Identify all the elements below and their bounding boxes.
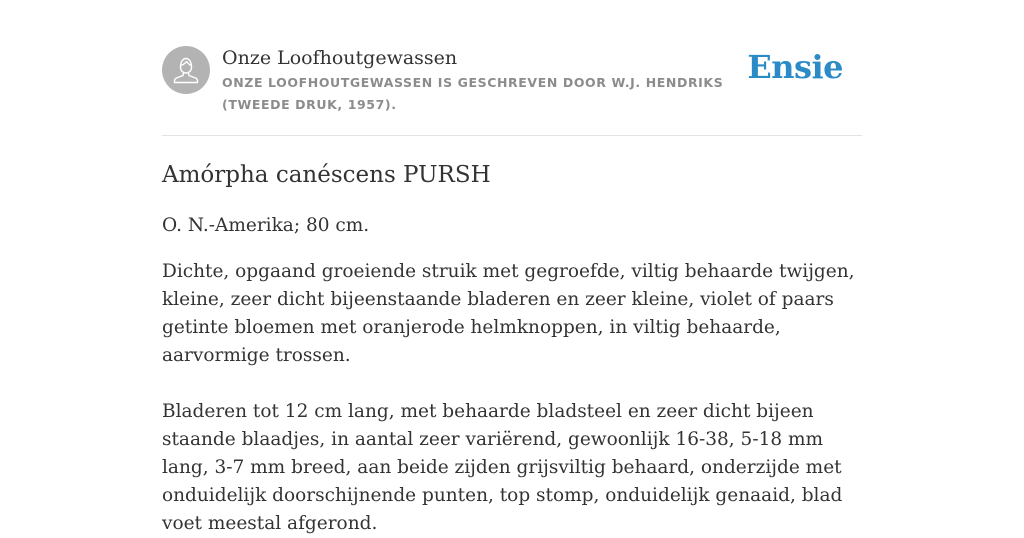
user-avatar-icon[interactable] [162, 46, 210, 94]
entry-paragraph: Bladeren tot 12 cm lang, met behaarde bladsteel en zeer dicht bijeen staande blaadjes, in aantal zeer variërend, gewoonlijk 16-38, 5-18 mm lang, 3-7 mm breed, aan beide zijden grijsviltig behaard, onderzijde met onduidelijk doorschijnende punten, top stomp, onduidelijk genaaid, blad voet meestal afgerond. [162, 401, 843, 534]
entry-paragraph: Dichte, opgaand groeiende struik met gegroefde, viltig behaarde twijgen, kleine, zeer dicht bijeenstaande bladeren en zeer kleine, violet of paars getinte bloemen met oranjerode helmknoppen, in viltig behaarde, aarvormige trossen. [162, 261, 855, 366]
source-header [162, 46, 862, 136]
ensie-logo[interactable]: Ensie [747, 48, 843, 86]
header-divider [162, 135, 862, 136]
source-title[interactable]: Onze Loofhoutgewassen [222, 47, 458, 69]
entry-title: Amórpha canéscens PURSH [162, 162, 491, 188]
entry-content [162, 158, 862, 538]
source-description: ONZE LOOFHOUTGEWASSEN IS GESCHREVEN DOOR W.J. HENDRIKS (TWEEDE DRUK, 1957). [222, 75, 724, 112]
entry-meta: O. N.-Amerika; 80 cm. [162, 215, 370, 236]
